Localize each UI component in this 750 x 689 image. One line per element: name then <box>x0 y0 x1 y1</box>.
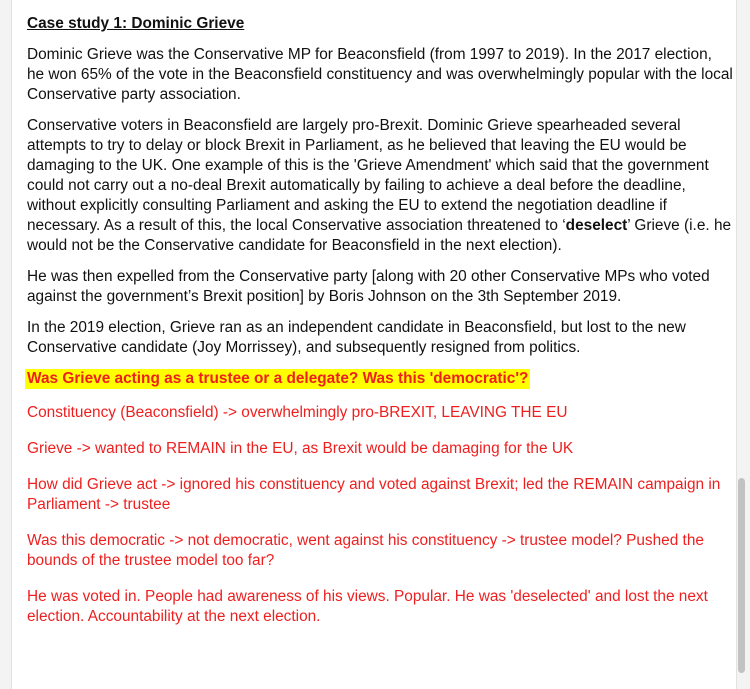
document-content <box>27 14 733 643</box>
document-page <box>11 0 737 689</box>
highlighted-question: Was Grieve acting as a trustee or a delegate? Was this 'democratic'? <box>27 370 529 387</box>
answer-democratic: Was this democratic -> not democratic, went against his constituency -> trustee model? Pushed the bounds of the trustee model too far? <box>27 532 704 569</box>
answer-how-acted: How did Grieve act -> ignored his constituency and voted against Brexit; led the REMAIN campaign in Parliament -> trustee <box>27 476 721 513</box>
answer-accountability: He was voted in. People had awareness of his views. Popular. He was 'deselected' and lost the next election. Accountability at the next election. <box>27 588 708 625</box>
paragraph-intro: Dominic Grieve was the Conservative MP for Beaconsfield (from 1997 to 2019). In the 2017 election, he won 65% of the vote in the Beaconsfield constituency and was overwhelmingly popular with the local Conservative party association. <box>27 46 733 103</box>
deselect-emphasis: deselect <box>565 217 628 234</box>
case-study-title: Case study 1: Dominic Grieve <box>27 15 245 32</box>
paragraph-brexit-text: Conservative voters in Beaconsfield are largely pro-Brexit. Dominic Grieve spearheaded several attempts to try to delay or block Brexit in Parliament, as he believed that leaving the EU would be damaging to the UK. One example of this is the 'Grieve Amendment' which said that the government could not carry out a no-deal Brexit automatically by failing to achieve a deal before the deadline, without explicitly consulting Parliament and asking the EU to extend the negotiation deadline if necessary. As a result of this, the local Conservative association threatened to ‘ <box>27 117 709 234</box>
paragraph-expelled: He was then expelled from the Conservative party [along with 20 other Conservative MPs who voted against the government’s Brexit position] by Boris Johnson on the 3th September 2019. <box>27 268 710 305</box>
answer-constituency: Constituency (Beaconsfield) -> overwhelmingly pro-BREXIT, LEAVING THE EU <box>27 404 568 421</box>
paragraph-brexit-end: ’ Grieve (i.e. he would not be the Conservative candidate for Beaconsfield in the next election). <box>27 217 732 254</box>
answer-grieve-view: Grieve -> wanted to REMAIN in the EU, as Brexit would be damaging for the UK <box>27 440 574 457</box>
vertical-scrollbar-thumb[interactable] <box>738 478 745 673</box>
paragraph-brexit <box>27 116 733 256</box>
paragraph-2019-election: In the 2019 election, Grieve ran as an independent candidate in Beaconsfield, but lost to the new Conservative candidate (Joy Morrissey), and subsequently resigned from politics. <box>27 319 686 356</box>
